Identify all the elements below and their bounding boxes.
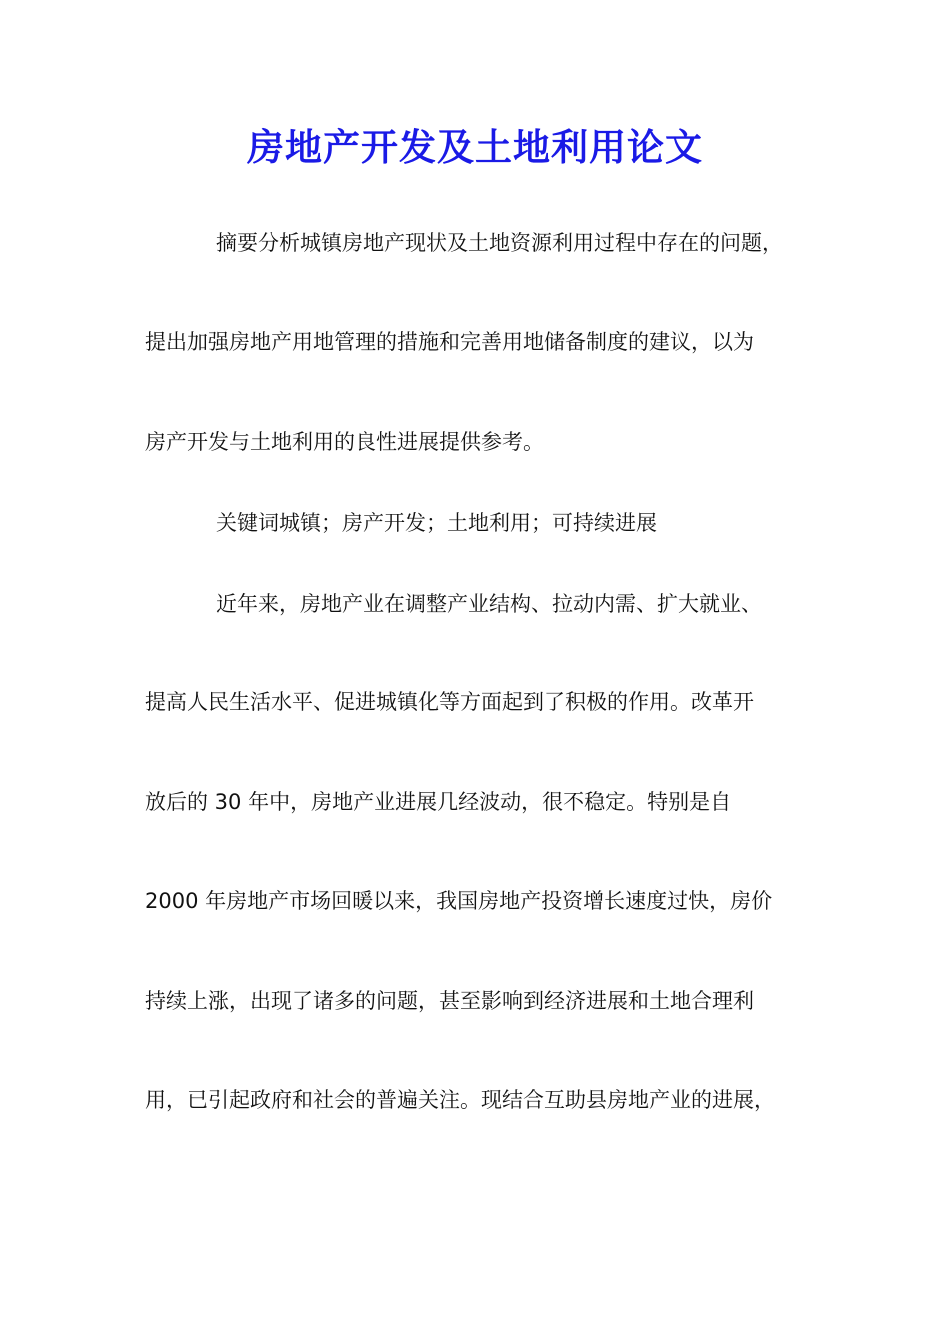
body-line-3: 放后的 30 年中，房地产业进展几经波动，很不稳定。特别是自 <box>145 790 732 814</box>
abstract-line-2: 提出加强房地产用地管理的措施和完善用地储备制度的建议，以为 <box>145 330 754 354</box>
body-line-2: 提高人民生活水平、促进城镇化等方面起到了积极的作用。改革开 <box>145 690 754 714</box>
document-title: 房地产开发及土地利用论文 <box>247 125 703 169</box>
abstract-line-1: 摘要分析城镇房地产现状及土地资源利用过程中存在的问题， <box>216 231 783 255</box>
abstract-line-3: 房产开发与土地利用的良性进展提供参考。 <box>145 430 544 454</box>
body-line-6: 用，已引起政府和社会的普遍关注。现结合互助县房地产业的进展， <box>145 1088 775 1112</box>
body-line-5: 持续上涨，出现了诸多的问题，甚至影响到经济进展和土地合理利 <box>145 989 754 1013</box>
body-line-4: 2000 年房地产市场回暖以来，我国房地产投资增长速度过快，房价 <box>145 889 773 913</box>
keywords-line: 关键词城镇；房产开发；土地利用；可持续进展 <box>216 511 657 535</box>
body-line-1: 近年来，房地产业在调整产业结构、拉动内需、扩大就业、 <box>216 592 762 616</box>
